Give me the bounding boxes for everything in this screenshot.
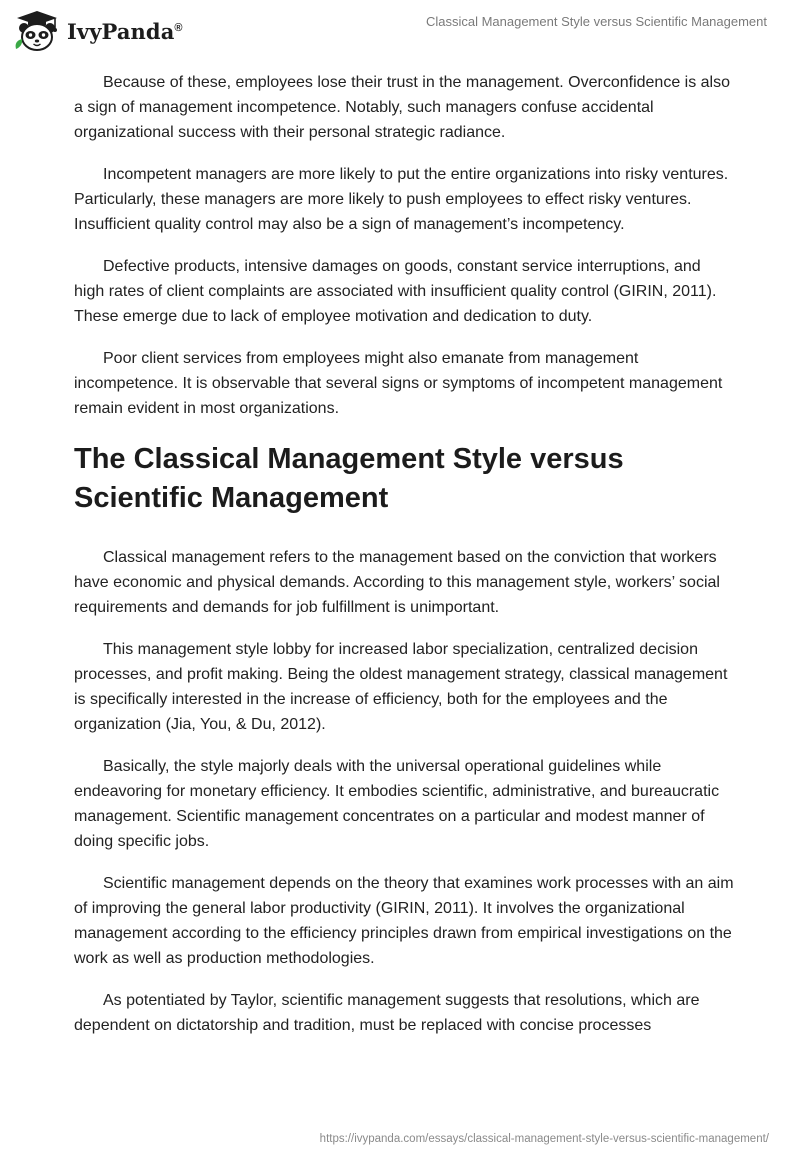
ivypanda-logo[interactable] [12, 8, 183, 54]
paragraph: Basically, the style majorly deals with the universal operational guidelines while endeavoring for monetary efficiency. It embodies scientific, administrative, and bureaucratic management. Scientific management concentrates on a particular and modest manner of doing specific jobs. [74, 758, 720, 850]
paragraph: Scientific management depends on the theory that examines work processes with an aim of improving the general labor productivity (GIRIN, 2011). It involves the organizational management according to the efficiency principles drawn from empirical investigations on the work as well as production methodologies. [74, 875, 734, 967]
page-header [0, 0, 800, 60]
brand-name-text: IvyPanda [67, 18, 175, 44]
essay-content [74, 70, 734, 1055]
section-heading: The Classical Management Style versus Scientific Management [74, 443, 624, 514]
source-url[interactable]: https://ivypanda.com/essays/classical-management-style-versus-scientific-management/ [319, 1133, 769, 1145]
paragraph: Incompetent managers are more likely to put the entire organizations into risky ventures. Particularly, these managers are more likely to push employees to effect risky ventures. Insufficient quality control may also be a sign of management’s incompetency. [74, 166, 729, 233]
paragraph: Classical management refers to the management based on the conviction that workers have economic and physical demands. According to this management style, workers’ social requirements and demands for job fulfillment is unimportant. [74, 549, 720, 616]
panda-graduate-icon [12, 9, 62, 53]
registered-mark: ® [174, 21, 183, 34]
paragraph: Poor client services from employees might also emanate from management incompetence. It is observable that several signs or symptoms of incompetent management remain evident in most organizations. [74, 350, 723, 417]
paragraph: As potentiated by Taylor, scientific management suggests that resolutions, which are dependent on dictatorship and tradition, must be replaced with concise processes [74, 992, 700, 1034]
document-title: Classical Management Style versus Scientific Management [425, 14, 767, 29]
paragraph: Because of these, employees lose their trust in the management. Overconfidence is also a sign of management incompetence. Notably, such managers confuse accidental organizational success with their personal strategic radiance. [74, 74, 731, 141]
paragraph: Defective products, intensive damages on goods, constant service interruptions, and high rates of client complaints are associated with insufficient quality control (GIRIN, 2011). These emerge due to lack of employee motivation and dedication to duty. [74, 258, 717, 325]
brand-name [67, 19, 183, 44]
paragraph: This management style lobby for increased labor specialization, centralized decision processes, and profit making. Being the oldest management strategy, classical management is specifically interested in the increase of efficiency, both for the employees and the organization (Jia, You, & Du, 2012). [74, 641, 728, 733]
